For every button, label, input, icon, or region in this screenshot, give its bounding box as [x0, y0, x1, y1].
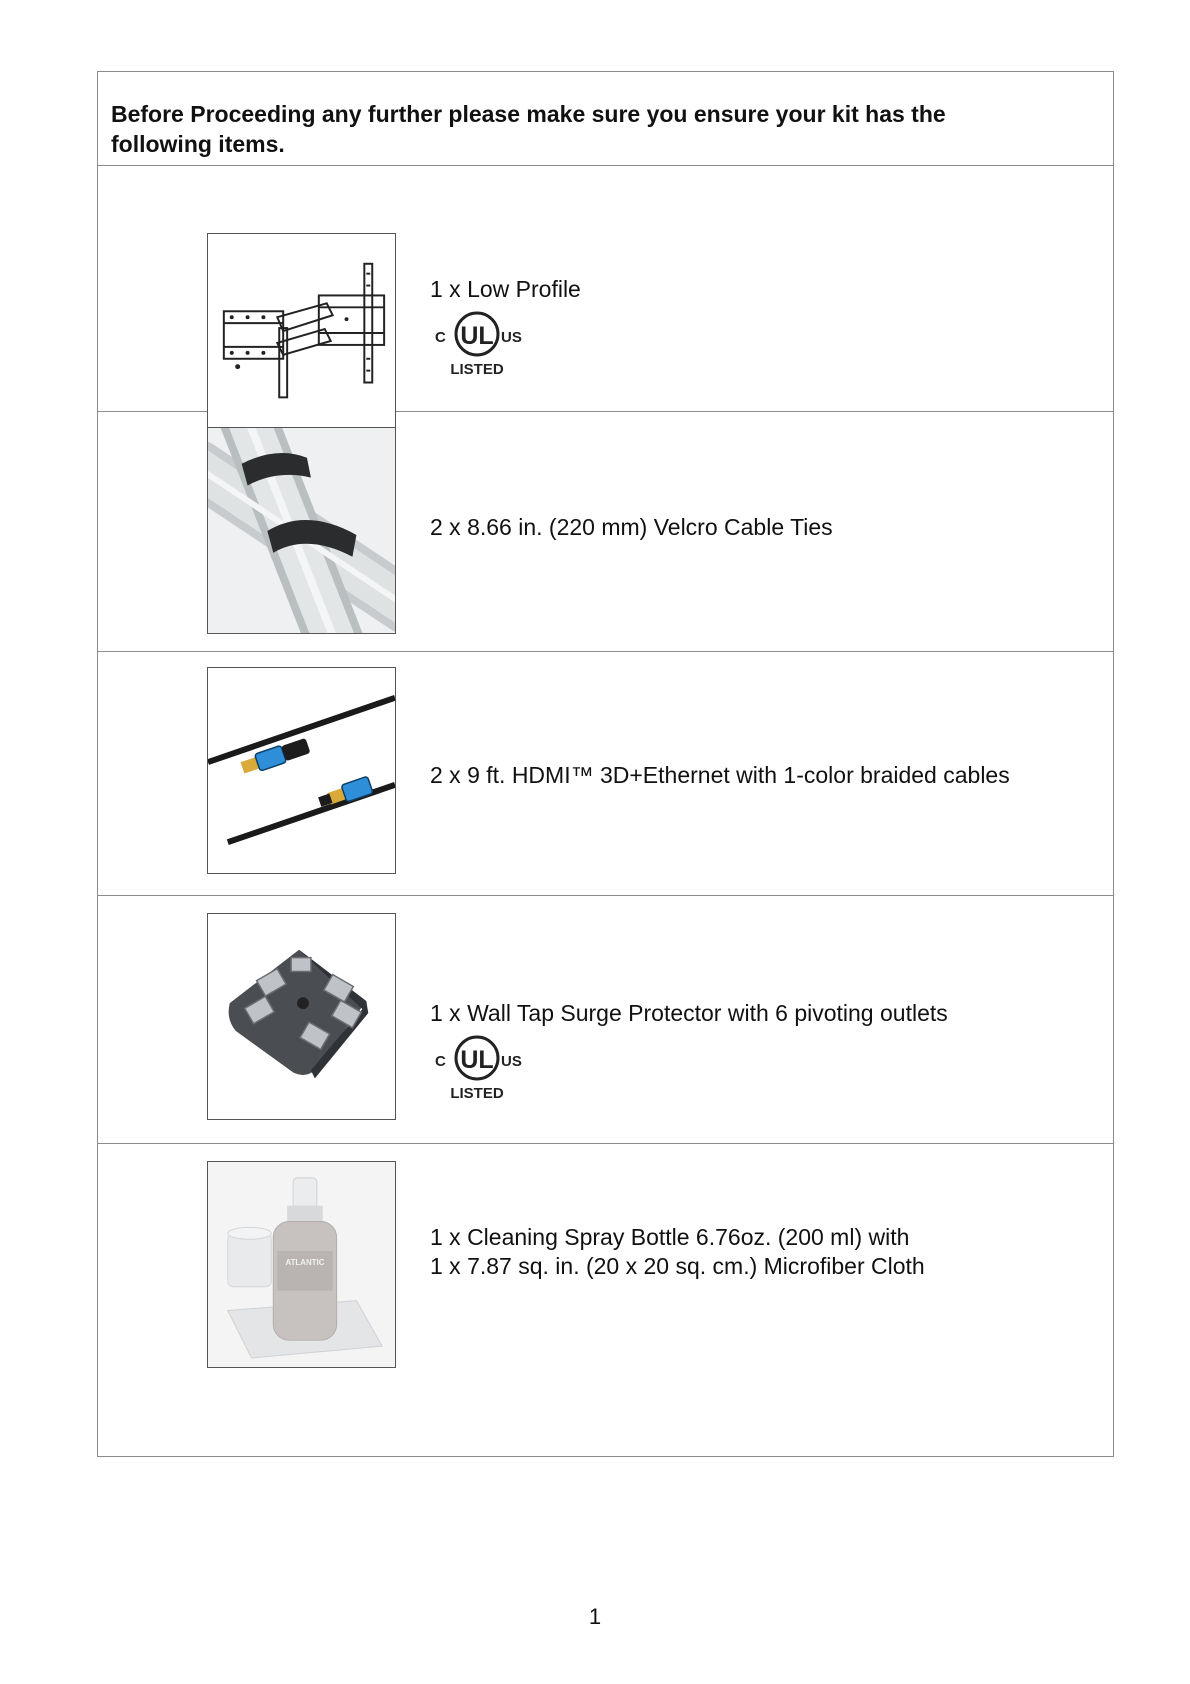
item-description: 1 x Wall Tap Surge Protector with 6 pivoting outlets: [430, 1000, 948, 1026]
ul-us-text: US: [501, 1053, 522, 1070]
page-number: 1: [588, 1604, 602, 1629]
ul-listed-text: LISTED: [450, 1085, 504, 1102]
item-description: 2 x 8.66 in. (220 mm) Velcro Cable Ties: [430, 514, 833, 540]
kit-item-row: [98, 1144, 1113, 1456]
kit-item-row: [98, 896, 1113, 1144]
surge-protector-icon: [208, 914, 395, 1119]
wall-mount-image: [207, 233, 396, 440]
item-description: 2 x 9 ft. HDMI™ 3D+Ethernet with 1-color braided cables: [430, 762, 1010, 788]
ul-listed-logo: [429, 1034, 525, 1104]
kit-item-row: [98, 412, 1113, 652]
kit-item-row: [98, 652, 1113, 896]
cable-ties-image: [207, 427, 396, 634]
ul-c-text: C: [435, 329, 446, 346]
cable-ties-icon: [208, 428, 395, 633]
ul-us-text: US: [501, 329, 522, 346]
table-header: [98, 72, 1113, 166]
item-description-line-2: 1 x 7.87 sq. in. (20 x 20 sq. cm.) Microfiber Cloth: [430, 1253, 925, 1279]
cleaning-spray-image: [207, 1161, 396, 1368]
wall-mount-icon: [208, 234, 395, 439]
hdmi-cable-icon: [208, 668, 395, 873]
item-description: 1 x Low Profile: [430, 276, 581, 302]
kit-contents-table: [97, 71, 1114, 1457]
surge-protector-image: [207, 913, 396, 1120]
ul-c-text: C: [435, 1053, 446, 1070]
ul-listed-text: LISTED: [450, 361, 504, 378]
hdmi-cables-image: [207, 667, 396, 874]
header-instruction: Before Proceeding any further please make sure you ensure your kit has the following items.: [111, 101, 946, 157]
ul-listed-logo: [429, 310, 525, 380]
item-description-line-1: 1 x Cleaning Spray Bottle 6.76oz. (200 ml) with: [430, 1224, 910, 1250]
ul-mark-text: UL: [460, 322, 494, 350]
spray-bottle-icon: [208, 1162, 395, 1367]
ul-mark-text: UL: [460, 1046, 494, 1074]
bottle-brand-label: ATLANTIC: [285, 1257, 325, 1267]
kit-item-row: [98, 166, 1113, 412]
